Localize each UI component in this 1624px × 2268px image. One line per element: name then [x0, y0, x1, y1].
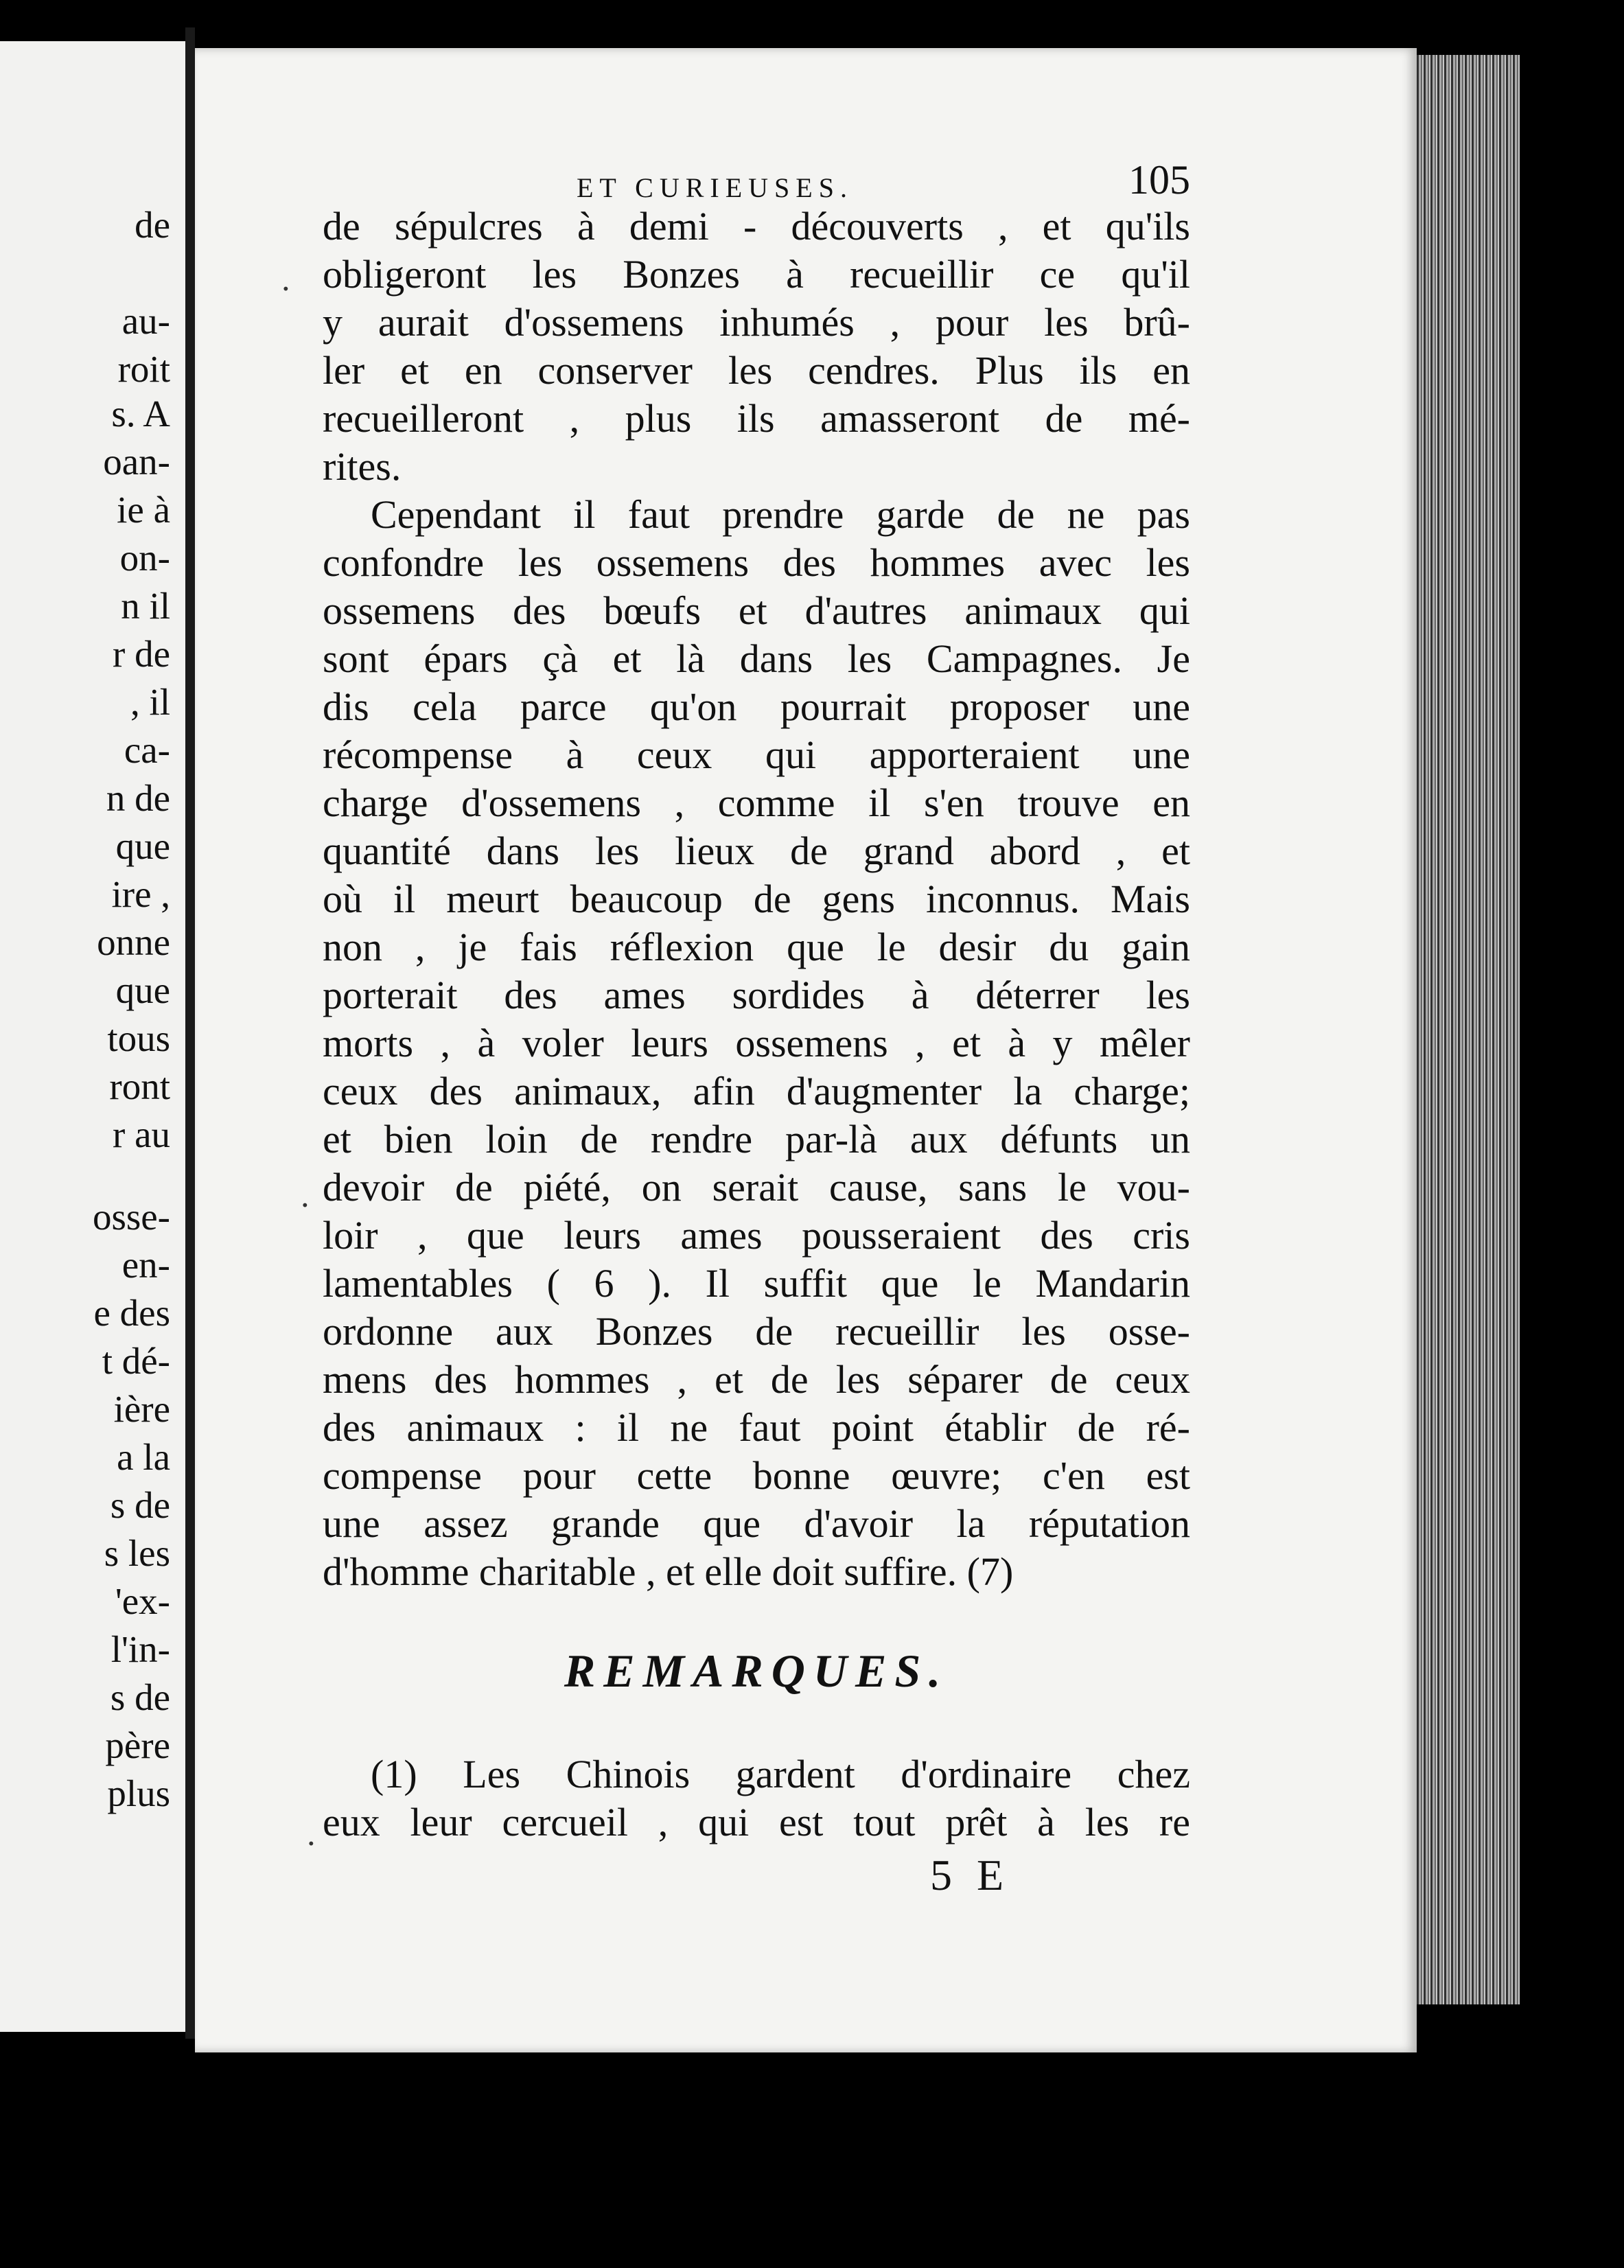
text-line: dis cela parce qu'on pourrait proposer une [323, 684, 1190, 729]
text-line: une assez grande que d'avoir la réputation [323, 1501, 1190, 1546]
text-line: d'homme charitable , et elle doit suffire. (7) [323, 1549, 1014, 1594]
left-page-line: l'in- [111, 1628, 170, 1670]
left-page-line: en- [121, 1244, 170, 1286]
text-line: lamentables ( 6 ). Il suffit que le Mandarin [323, 1261, 1190, 1306]
left-page-line: on- [119, 537, 170, 579]
left-page-line: oan- [103, 441, 170, 483]
left-page-line: s de [110, 1484, 170, 1526]
left-page-line: de [135, 204, 170, 246]
note-line: (1) Les Chinois gardent d'ordinaire chez [371, 1752, 1190, 1796]
left-page-line: s. A [111, 393, 170, 435]
text-line: obligeront les Bonzes à recueillir ce qu'il [323, 252, 1190, 297]
left-page-line: onne [97, 921, 170, 963]
margin-dot: · [305, 1824, 317, 1862]
text-line: morts , à voler leurs ossemens , et à y mêler [323, 1021, 1190, 1065]
margin-dot: · [280, 269, 292, 308]
left-page-line: r de [113, 633, 170, 675]
page-edges [1417, 55, 1520, 2004]
left-page-line: ca- [124, 729, 170, 771]
text-line: ordonne aux Bonzes de recueillir les osse- [323, 1309, 1190, 1354]
page-number: 105 [1128, 157, 1190, 202]
text-line: sont épars çà et là dans les Campagnes. Je [323, 636, 1190, 681]
left-page-line: ière [113, 1388, 170, 1430]
body-text [323, 202, 1190, 1596]
book-gutter [185, 27, 195, 2039]
left-page-line: s les [104, 1532, 170, 1574]
text-line: recueilleront , plus ils amasseront de mé- [323, 396, 1190, 441]
text-line: quantité dans les lieux de grand abord , et [323, 829, 1190, 873]
text-line: loir , que leurs ames pousseraient des cris [323, 1213, 1190, 1258]
text-line: mens des hommes , et de les séparer de ceux [323, 1357, 1190, 1402]
left-page-line: t dé- [102, 1340, 170, 1382]
text-line: ceux des animaux, afin d'augmenter la charge; [323, 1069, 1190, 1113]
left-page-line: n il [121, 585, 170, 627]
left-page-line: tous [107, 1017, 170, 1059]
text-line: confondre les ossemens des hommes avec les [323, 540, 1190, 585]
left-page-line: que [115, 969, 170, 1011]
left-page-line: e des [93, 1292, 170, 1334]
left-page-line: , il [130, 681, 170, 723]
text-line: porterait des ames sordides à déterrer les [323, 973, 1190, 1017]
text-line: où il meurt beaucoup de gens inconnus. Mais [323, 877, 1190, 921]
left-page-line: s de [110, 1676, 170, 1718]
left-page-line: 'ex- [115, 1580, 170, 1622]
margin-dot: · [299, 1185, 311, 1224]
text-line: de sépulcres à demi - découverts , et qu'ils [323, 204, 1190, 248]
left-page-line: r au [113, 1113, 170, 1155]
text-line: ler et en conserver les cendres. Plus ils en [323, 348, 1190, 393]
left-page-line: ront [109, 1065, 170, 1107]
left-page-line: que [115, 825, 170, 867]
text-line: des animaux : il ne faut point établir de ré- [323, 1405, 1190, 1450]
left-page-fragment [0, 41, 189, 2032]
text-line: récompense à ceux qui apporteraient une [323, 732, 1190, 777]
left-page-line: ire , [111, 873, 170, 915]
text-line: non , je fais réflexion que le desir du gain [323, 925, 1190, 969]
text-line: charge d'ossemens , comme il s'en trouve en [323, 780, 1190, 825]
text-line: ossemens des bœufs et d'autres animaux qui [323, 588, 1190, 633]
notes-text [323, 1750, 1190, 1847]
text-line: compense pour cette bonne œuvre; c'en est [323, 1453, 1190, 1498]
note-line: eux leur cercueil , qui est tout prêt à les re [323, 1800, 1190, 1844]
signature-mark: 5 E [930, 1851, 1011, 1899]
left-page-line: père [105, 1724, 170, 1766]
text-line: et bien loin de rendre par-là aux défunts un [323, 1117, 1190, 1161]
left-page-line: osse- [92, 1196, 170, 1238]
left-page-line: roit [117, 348, 170, 390]
left-page-line: n de [106, 777, 170, 819]
text-line: devoir de piété, on serait cause, sans le vou- [323, 1165, 1190, 1210]
left-page-line: ie à [117, 489, 170, 531]
text-line: Cependant il faut prendre garde de ne pas [371, 492, 1190, 537]
page-header [391, 157, 1190, 206]
left-page-line: plus [107, 1772, 170, 1814]
left-page-line: au- [121, 300, 170, 342]
section-heading: REMARQUES. [564, 1645, 949, 1697]
text-line: y aurait d'ossemens inhumés , pour les brû- [323, 300, 1190, 345]
running-head: ET CURIEUSES. [577, 172, 853, 203]
left-page-line: a la [117, 1436, 170, 1478]
text-line: rites. [323, 444, 402, 489]
